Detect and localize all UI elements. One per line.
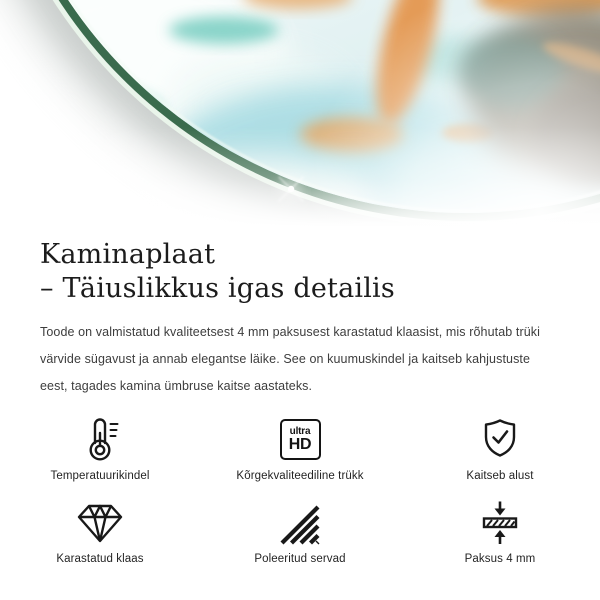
feature-label: Temperatuurikindel [50,470,150,482]
ultra-hd-icon [280,412,321,462]
ultra-hd-badge-bottom: HD [288,436,312,453]
polished-edges-icon [278,495,322,545]
product-description: Toode on valmistatud kvaliteetsest 4 mm paksusest karastatud klaasist, mis rõhutab trüki värvide sügavust ja annab elegantse läike. See on kuumuskindel ja kaitseb kahjustuste eest, tagades kamina ümbruse kaitse aastateks. [40,325,540,393]
thermometer-icon [76,412,124,462]
feature-protects-base [400,412,600,483]
page-title-line1: Kaminaplaat [40,239,216,270]
product-copy [0,238,600,400]
feature-label: Kaitseb alust [466,470,534,482]
page-title-line2: – Täiuslikkus igas detailis [40,273,395,304]
shield-check-icon [477,412,523,462]
feature-label: Poleeritud servad [254,553,346,565]
thickness-icon [476,495,524,545]
feature-label: Karastatud klaas [56,553,144,565]
diamond-icon [75,495,125,545]
feature-label: Kõrgekvaliteediline trükk [236,470,364,482]
feature-label: Paksus 4 mm [464,553,536,565]
features-grid [0,412,600,566]
feature-temperature [0,412,200,483]
product-image [0,0,600,232]
glass-plate-illustration [0,0,600,232]
feature-tempered-glass [0,495,200,566]
feature-polished-edges [200,495,400,566]
page-title [40,238,560,306]
ultra-hd-badge-top: ultra [289,426,311,437]
feature-thickness [400,495,600,566]
feature-print-quality [200,412,400,483]
